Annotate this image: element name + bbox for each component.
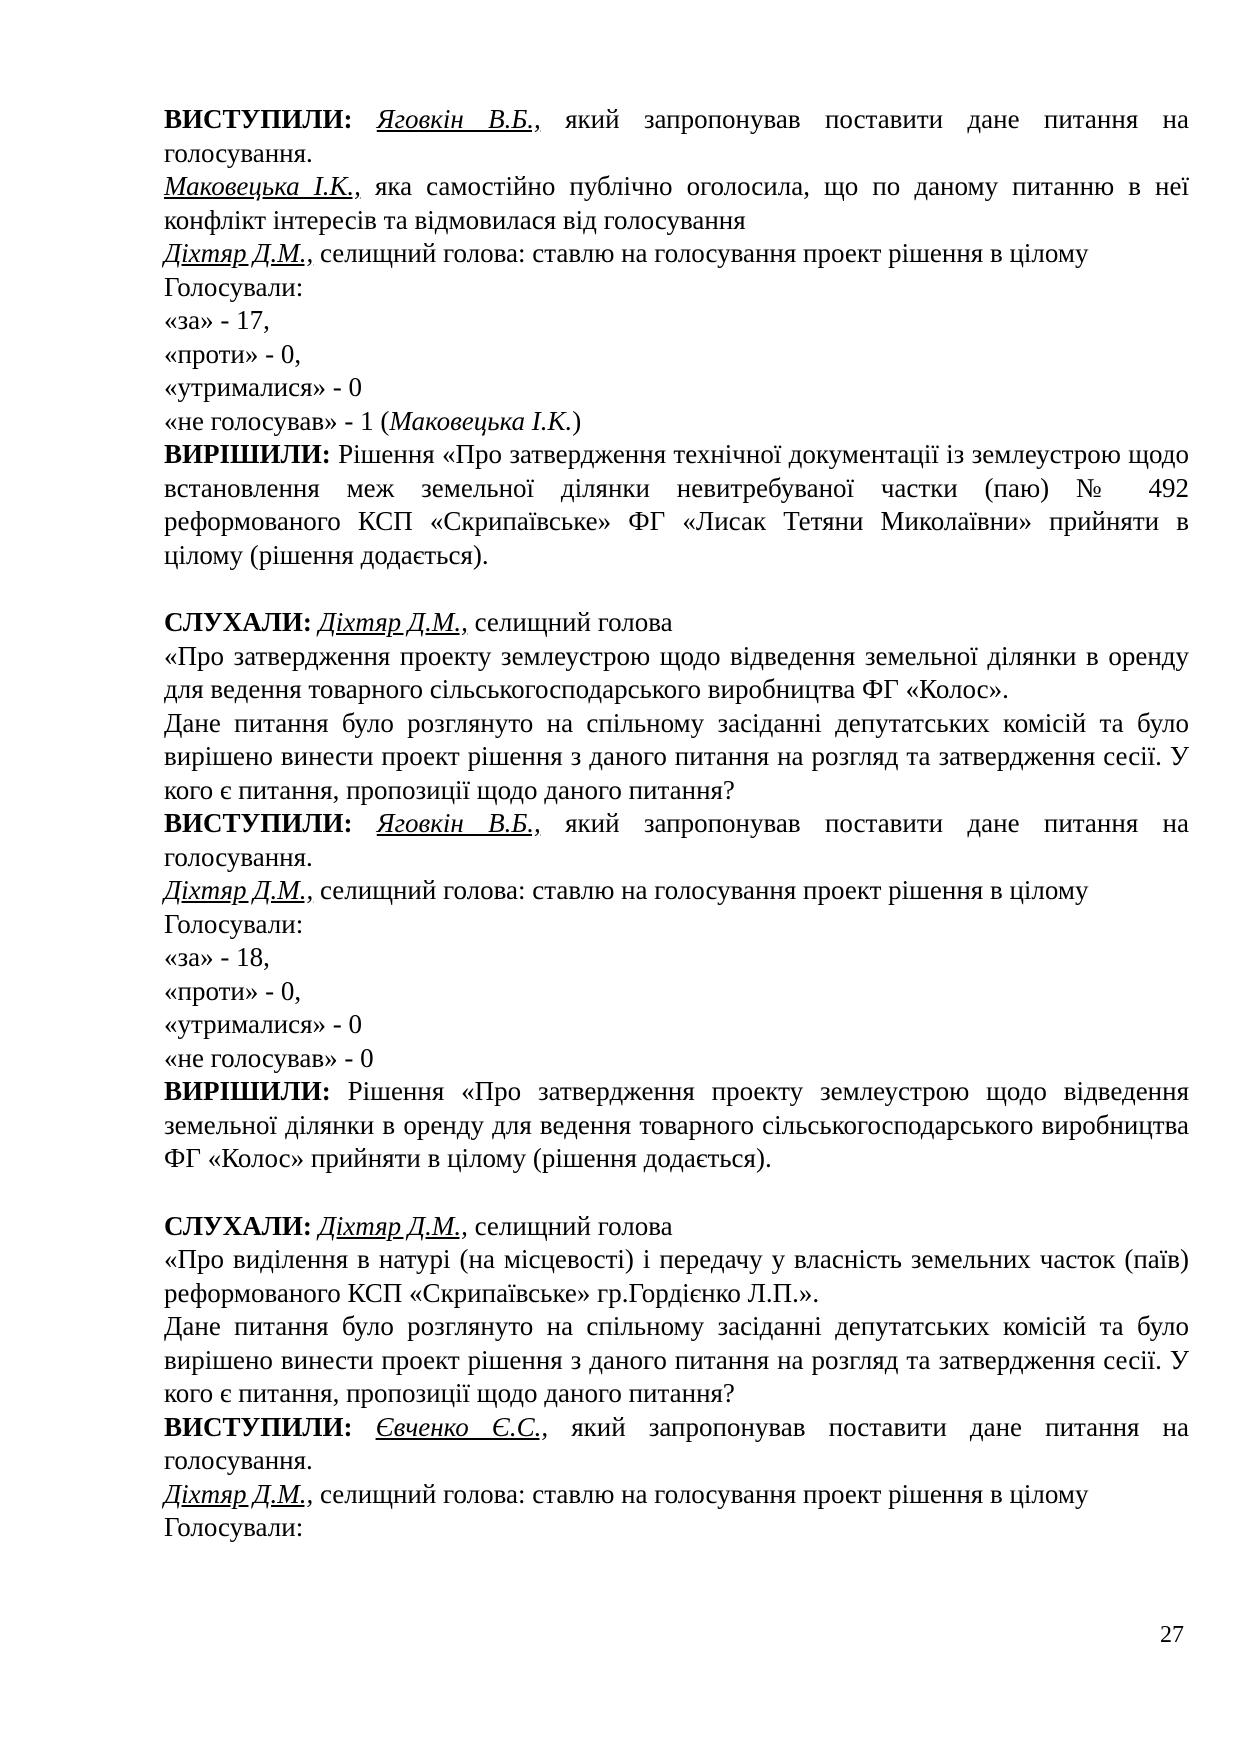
speaker-name: Яговкін В.Б., — [376, 104, 541, 134]
votes-heading: Голосували: — [164, 1512, 304, 1542]
spoke-paragraph — [164, 1411, 1189, 1478]
chair-name: Діхтяр Д.М., — [164, 238, 314, 268]
heard-label: СЛУХАЛИ: — [164, 607, 312, 637]
decided-text: Рішення «Про затвердження технічної документації із землеустрою щодо встановлення меж земельної ділянки невитребуваної частки (паю) № 492 реформованого КСП «Скрипаївське» ФГ «Лисак Тетяни Миколаївни» прийняти в цілому (рішення додається). — [164, 439, 1189, 570]
spoke-label: ВИСТУПИЛИ: — [164, 1411, 353, 1442]
conflict-name: Маковецька І.К., — [164, 171, 361, 201]
vote-for: «за» - 18, — [164, 942, 270, 972]
vote-against: «проти» - 0, — [164, 975, 302, 1006]
spoke-label: ВИСТУПИЛИ: — [164, 808, 353, 838]
decided-label: ВИРІШИЛИ: — [164, 1076, 331, 1106]
chair-paragraph — [164, 874, 1189, 908]
heard-name: Діхтяр Д.М., — [318, 607, 468, 637]
speaker-name: Євченко Є.С., — [375, 1411, 549, 1442]
chair-name: Діхтяр Д.М., — [164, 1478, 314, 1509]
spoke-text: який запропонував поставити дане питання на голосування. — [164, 104, 1189, 168]
vote-not-voted — [164, 405, 1189, 439]
votes-heading: Голосували: — [164, 271, 304, 302]
heard-paragraph — [164, 1210, 1189, 1244]
decided-paragraph — [164, 1075, 1189, 1176]
vote-not-voted-suffix: ) — [572, 405, 582, 436]
vote-abstained: «утрималися» - 0 — [164, 372, 363, 402]
document-page — [164, 103, 1189, 1545]
heard-text: селищний голова — [467, 607, 673, 637]
page-number: 27 — [1160, 1622, 1184, 1648]
chair-paragraph — [164, 1478, 1189, 1512]
section-gap — [164, 572, 1189, 606]
decided-label: ВИРІШИЛИ: — [164, 439, 331, 469]
spoke-text: який запропонував поставити дане питання на голосування. — [164, 808, 1189, 872]
spoke-paragraph — [164, 103, 1189, 170]
considered-paragraph: Дане питання було розглянуто на спільному засіданні депутатських комісій та було вирішено винести проект рішення з даного питання на розгляд та затвердження сесії. У кого є питання, пропозиції щодо даного питання? — [164, 707, 1189, 805]
conflict-paragraph — [164, 170, 1189, 237]
heard-paragraph — [164, 606, 1189, 640]
vote-not-voted: «не голосував» - 0 — [164, 1042, 374, 1073]
topic-paragraph: «Про затвердження проекту землеустрою щодо відведення земельної ділянки в оренду для ведення товарного сільськогосподарського виробництва ФГ «Колос». — [164, 640, 1189, 704]
vote-not-voted-name: Маковецька І.К. — [389, 405, 573, 436]
heard-name: Діхтяр Д.М., — [318, 1210, 468, 1241]
chair-paragraph — [164, 237, 1189, 271]
chair-text: селищний голова: ставлю на голосування проект рішення в цілому — [313, 238, 1089, 268]
heard-label: СЛУХАЛИ: — [164, 1210, 312, 1241]
decided-paragraph — [164, 438, 1189, 572]
spoke-text: який запропонував поставити дане питання на голосування. — [164, 1411, 1189, 1475]
vote-not-voted-prefix: «не голосував» - 1 ( — [164, 405, 390, 436]
vote-for: «за» - 17, — [164, 305, 270, 335]
section-gap — [164, 1176, 1189, 1210]
spoke-paragraph — [164, 807, 1189, 874]
votes-heading: Голосували: — [164, 908, 304, 939]
decided-text: Рішення «Про затвердження проекту землеустрою щодо відведення земельної ділянки в оренду для ведення товарного сільськогосподарського виробництва ФГ «Колос» прийняти в цілому (рішення додається). — [164, 1076, 1189, 1173]
chair-text: селищний голова: ставлю на голосування проект рішення в цілому — [313, 875, 1089, 905]
vote-against: «проти» - 0, — [164, 338, 302, 369]
heard-text: селищний голова — [467, 1210, 673, 1241]
considered-paragraph: Дане питання було розглянуто на спільному засіданні депутатських комісій та було вирішено винести проект рішення з даного питання на розгляд та затвердження сесії. У кого є питання, пропозиції щодо даного питання? — [164, 1311, 1189, 1408]
vote-abstained: «утрималися» - 0 — [164, 1009, 363, 1039]
spoke-label: ВИСТУПИЛИ: — [164, 104, 353, 134]
speaker-name: Яговкін В.Б., — [376, 808, 541, 838]
chair-text: селищний голова: ставлю на голосування проект рішення в цілому — [313, 1478, 1089, 1509]
chair-name: Діхтяр Д.М., — [164, 875, 314, 905]
topic-paragraph: «Про виділення в натурі (на місцевості) і передачу у власність земельних часток (паїв) реформованого КСП «Скрипаївське» гр.Гордієнко Л.П.». — [164, 1244, 1189, 1308]
conflict-text: яка самостійно публічно оголосила, що по даному питанню в неї конфлікт інтересів та відмовилася від голосування — [164, 171, 1189, 235]
